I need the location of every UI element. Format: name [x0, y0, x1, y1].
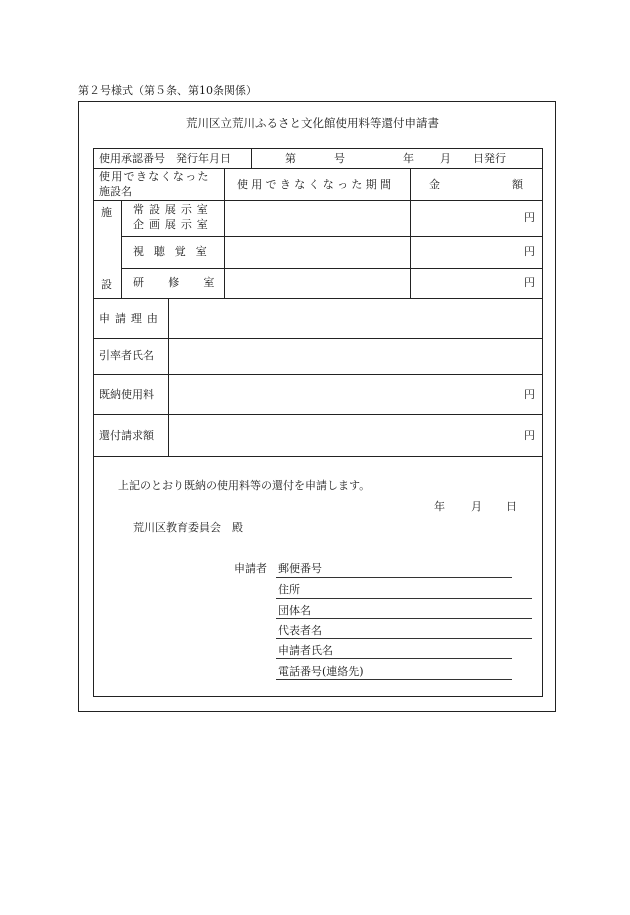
phone-line[interactable]	[276, 679, 512, 680]
addressee: 荒川区教育委員会 殿	[133, 521, 243, 534]
amount-header-gaku: 額	[512, 178, 523, 191]
facility-row-1-unit: 円	[524, 211, 535, 224]
line-v-header	[251, 148, 252, 168]
refund-label: 還付請求額	[99, 429, 154, 442]
line-h1	[93, 168, 543, 169]
postal-code-line[interactable]	[276, 577, 512, 578]
dai-label: 第	[285, 152, 296, 165]
representative-label: 代表者名	[278, 624, 322, 637]
form-number: 第２号様式（第５条、第10条関係）	[78, 84, 257, 97]
year-label: 年	[403, 152, 414, 165]
statement: 上記のとおり既納の使用料等の還付を申請します。	[118, 479, 371, 492]
line-h2	[93, 200, 543, 201]
applicant-name-label: 申請者氏名	[278, 644, 333, 657]
line-h9	[93, 456, 543, 457]
applicant-label: 申請者	[234, 562, 267, 575]
applicant-name-line[interactable]	[276, 658, 512, 659]
paid-fee-label: 既納使用料	[99, 388, 154, 401]
representative-line[interactable]	[276, 638, 532, 639]
facility-row-3-unit: 円	[524, 276, 535, 289]
period-header: 使用できなくなった期間	[237, 178, 395, 191]
issued-label: 日発行	[473, 152, 506, 165]
line-v-side	[121, 200, 122, 298]
phone-label: 電話番号(連絡先)	[278, 665, 364, 678]
approval-number-label: 使用承認番号 発行年月日	[99, 152, 231, 165]
form-title: 荒川区立荒川ふるさと文化館使用料等還付申請書	[186, 116, 439, 130]
facility-row-1-line1: 常設展示室	[133, 203, 213, 216]
facility-row-2-unit: 円	[524, 245, 535, 258]
postal-code-label: 郵便番号	[278, 562, 322, 575]
paid-fee-unit: 円	[524, 388, 535, 401]
reason-label: 申請理由	[99, 312, 163, 325]
refund-unit: 円	[524, 429, 535, 442]
organization-line[interactable]	[276, 618, 532, 619]
line-h7	[93, 374, 543, 375]
line-h8	[93, 414, 543, 415]
facility-row-1-line2: 企画展示室	[133, 218, 213, 231]
date-year: 年	[434, 500, 445, 513]
facility-side-top: 施	[101, 206, 112, 219]
address-line[interactable]	[276, 598, 532, 599]
date-month: 月	[471, 500, 482, 513]
line-h5	[93, 298, 543, 299]
line-h3	[121, 236, 543, 237]
facility-row-2-label: 視聴覚室	[133, 245, 217, 258]
facility-row-3-label: 研修室	[133, 276, 239, 289]
date-day: 日	[506, 500, 517, 513]
month-label: 月	[440, 152, 451, 165]
address-label: 住所	[278, 583, 300, 596]
line-h4	[121, 268, 543, 269]
line-v-fields	[168, 298, 169, 456]
amount-header-kin: 金	[429, 178, 440, 191]
line-h6	[93, 338, 543, 339]
line-v-period	[410, 168, 411, 298]
organization-label: 団体名	[278, 604, 311, 617]
facility-header-line1: 使用できなくなった	[99, 170, 210, 183]
facility-side-bottom: 設	[101, 278, 112, 291]
leader-label: 引率者氏名	[99, 349, 154, 362]
facility-header-line2: 施設名	[99, 185, 132, 198]
go-label: 号	[334, 152, 345, 165]
